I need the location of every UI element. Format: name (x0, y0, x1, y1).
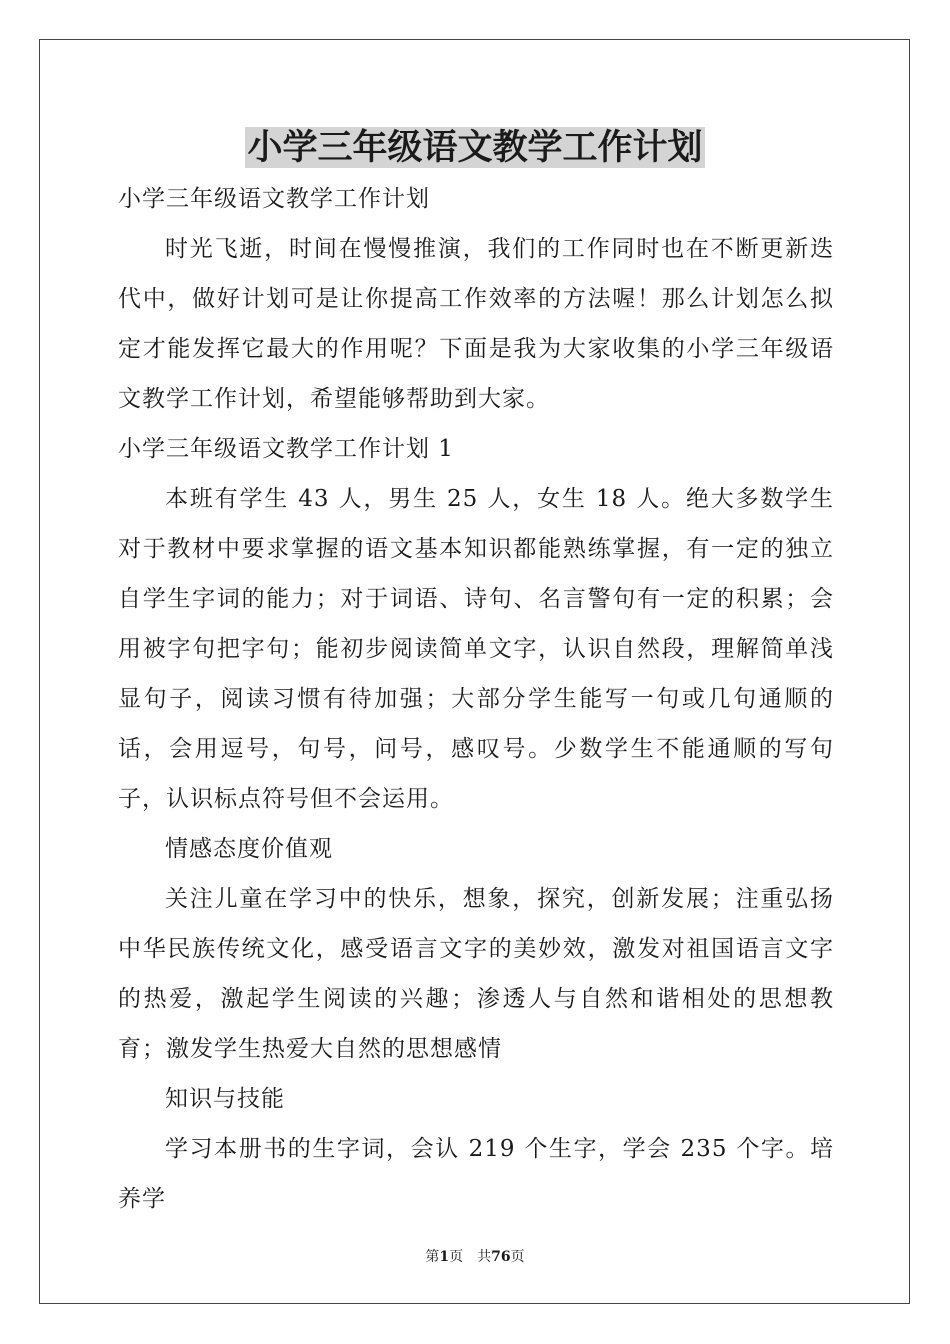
paragraph-attitude-goals: 关注儿童在学习中的快乐，想象，探究，创新发展；注重弘扬中华民族传统文化，感受语言文字的美妙效，激发对祖国语言文字的热爱，激起学生阅读的兴趣；渗透人与自然和谐相处的思想教育；激发学生热爱大自然的思想感情 (118, 886, 834, 1062)
footer-page-suffix: 页 (449, 1249, 464, 1265)
page-footer (0, 1247, 950, 1267)
document-title (0, 126, 950, 170)
document-body (118, 174, 834, 1224)
paragraph-intro: 时光飞逝，时间在慢慢推演，我们的工作同时也在不断更新迭代中，做好计划可是让你提高工作效率的方法喔！那么计划怎么拟定才能发挥它最大的作用呢？下面是我为大家收集的小学三年级语文教学工作计划，希望能够帮助到大家。 (118, 236, 834, 412)
footer-total-prefix: 共 (477, 1249, 492, 1265)
paragraph-skills-goals: 学习本册书的生字词，会认 219 个生字，学会 235 个字。培养学 (118, 1136, 834, 1212)
paragraph-class-overview: 本班有学生 43 人，男生 25 人，女生 18 人。绝大多数学生对于教材中要求掌握的语文基本知识都能熟练掌握，有一定的独立自学生字词的能力；对于词语、诗句、名言警句有一定的积累；会用被字句把字句；能初步阅读简单文字，认识自然段，理解简单浅显句子，阅读习惯有待加强；大部分学生能写一句或几句通顺的话，会用逗号，句号，问号，感叹号。少数学生不能通顺的写句子，认识标点符号但不会运用。 (118, 486, 834, 812)
paragraph-heading: 小学三年级语文教学工作计划 (118, 186, 430, 212)
paragraph-subheading-skills: 知识与技能 (165, 1086, 285, 1112)
paragraph-section-heading: 小学三年级语文教学工作计划 1 (118, 436, 454, 462)
document-title-text: 小学三年级语文教学工作计划 (247, 127, 703, 168)
paragraph-subheading-attitude: 情感态度价值观 (165, 836, 333, 862)
footer-page-prefix: 第 (425, 1249, 440, 1265)
footer-page-number: 1 (439, 1249, 450, 1265)
footer-total-suffix: 页 (510, 1249, 525, 1265)
footer-total-pages: 76 (491, 1249, 511, 1265)
